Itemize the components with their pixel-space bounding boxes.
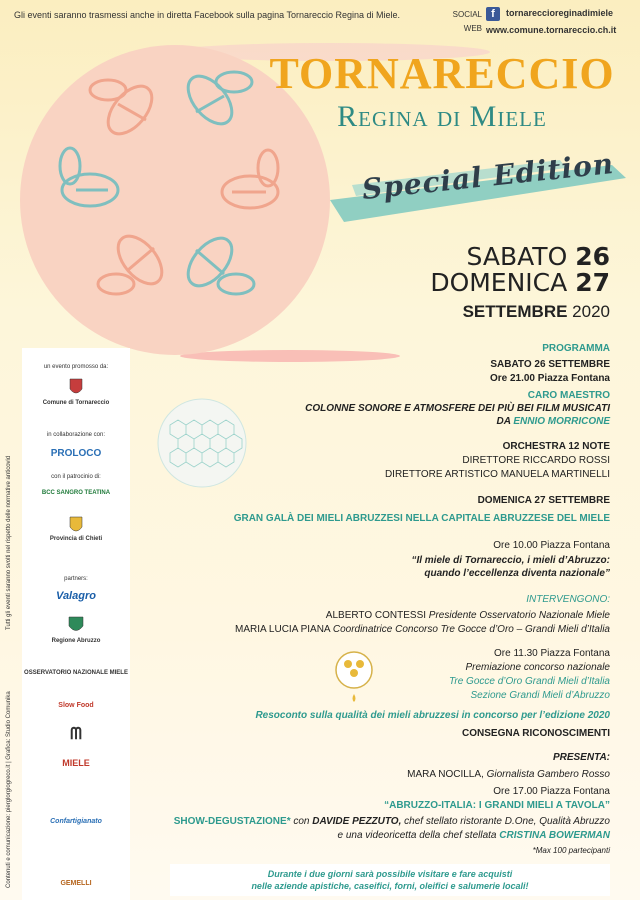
date-month: SETTEMBRE 2020 bbox=[462, 302, 610, 321]
tre-gocce: Tre Gocce d’Oro Grandi Mieli d’Italia bbox=[449, 676, 610, 687]
show-degustazione: SHOW-DEGUSTAZIONE* con DAVIDE PEZZUTO, chef stellato ristorante D.One, Qualità Abruzzo bbox=[173, 816, 610, 827]
collab-label: in collaborazione con: bbox=[46, 432, 106, 438]
social-label: SOCIAL WEB bbox=[452, 10, 482, 33]
slowfood-logo: Slow Food bbox=[58, 702, 94, 709]
provincia-logo: Provincia di Chieti bbox=[49, 536, 103, 542]
facebook-icon[interactable]: f bbox=[486, 7, 500, 21]
colonne-sonore: COLONNE SONORE E ATMOSFERE DEI PIÙ BEI FILM MUSICATI bbox=[305, 403, 610, 414]
quote-line2: quando l’eccellenza diventa nazionale” bbox=[424, 568, 610, 579]
broadcast-note: Gli eventi saranno trasmessi anche in diretta Facebook sulla pagina Tornareccio Regina di Miele. bbox=[14, 10, 401, 20]
osservatorio-logo: OSSERVATORIO NAZIONALE MIELE bbox=[24, 670, 128, 676]
sun-heading: DOMENICA 27 SETTEMBRE bbox=[477, 495, 610, 506]
speaker-piana: MARIA LUCIA PIANA Coordinatrice Concorso Tre Gocce d’Oro – Grandi Mieli d’Italia bbox=[235, 624, 610, 635]
intervengono: INTERVENGONO: bbox=[526, 594, 610, 605]
comune-crest-icon bbox=[22, 378, 130, 398]
event-subtitle: Regina di Miele bbox=[337, 100, 547, 133]
special-edition-label: Special Edition bbox=[360, 146, 616, 207]
max-participants: *Max 100 partecipanti bbox=[532, 846, 610, 855]
sezione: Sezione Grandi Mieli d’Abruzzo bbox=[470, 690, 610, 701]
event-title: TORNARECCIO bbox=[269, 49, 615, 98]
presenter-nocilla: MARA NOCILLA, Giornalista Gambero Rosso bbox=[407, 769, 610, 780]
gemelli-logo: GEMELLI bbox=[60, 880, 92, 887]
time-1000: Ore 10.00 Piazza Fontana bbox=[493, 540, 610, 551]
sat-heading: SABATO 26 SETTEMBRE bbox=[490, 359, 610, 370]
speaker-contessi: ALBERTO CONTESSI Presidente Osservatorio Nazionale Miele bbox=[325, 610, 610, 621]
regione-logo: Regione Abruzzo bbox=[51, 638, 101, 644]
resoconto: Resoconto sulla qualità dei mieli abruzzesi in concorso per l’edizione 2020 bbox=[255, 710, 610, 721]
sat-time: Ore 21.00 Piazza Fontana bbox=[489, 373, 610, 384]
credits-note: Contenuti e comunicazione: pierglorgiogreco.it | Grafica: Studio Comunika bbox=[6, 691, 12, 888]
footer-box bbox=[170, 864, 610, 896]
valagro-logo: Valagro bbox=[56, 590, 96, 602]
sponsor-sidebar bbox=[22, 348, 130, 900]
presenta: PRESENTA: bbox=[552, 752, 610, 763]
m-logo-icon: ᗰ bbox=[70, 726, 82, 743]
direttore: DIRETTORE RICCARDO ROSSI bbox=[462, 455, 610, 466]
consegna: CONSEGNA RICONOSCIMENTI bbox=[462, 728, 610, 739]
promosso-label: un evento promosso da: bbox=[43, 364, 109, 370]
direttore-artistico: DIRETTORE ARTISTICO MANUELA MARTINELLI bbox=[384, 469, 610, 480]
comune-logo: Comune di Tornareccio bbox=[42, 400, 110, 406]
regione-crest-icon bbox=[22, 616, 130, 636]
caro-maestro: CARO MAESTRO bbox=[527, 390, 610, 401]
partners-label: partners: bbox=[64, 576, 88, 582]
quote-line1: “Il miele di Tornareccio, i mieli d’Abruzzo: bbox=[411, 555, 610, 566]
vertical-credits bbox=[6, 455, 16, 890]
footer-line2: nelle aziende apistiche, caseifici, forni, oleifici e salumerie locali! bbox=[251, 881, 529, 891]
bcc-logo: BCC SANGRO TEATINA bbox=[41, 490, 111, 496]
facebook-link[interactable]: tornareccioreginadimiele bbox=[506, 8, 614, 18]
proloco-logo: PROLOCO bbox=[50, 448, 102, 459]
gran-gala: GRAN GALÀ DEI MIELI ABRUZZESI NELLA CAPITALE ABRUZZESE DEL MIELE bbox=[233, 513, 610, 524]
date-day2: DOMENICA 27 bbox=[430, 268, 610, 297]
program-heading: PROGRAMMA bbox=[542, 343, 610, 354]
date-day1: SABATO 26 bbox=[466, 242, 610, 271]
morricone-line: DA ENNIO MORRICONE bbox=[496, 416, 610, 427]
orchestra: ORCHESTRA 12 NOTE bbox=[502, 441, 610, 452]
website-link[interactable]: www.comune.tornareccio.ch.it bbox=[486, 25, 617, 35]
time-1130: Ore 11.30 Piazza Fontana bbox=[494, 648, 610, 659]
covid-note: Tutti gli eventi saranno svolti nel rispetto delle normative anticovid bbox=[6, 455, 12, 630]
miele-logo: MIELE bbox=[62, 758, 90, 768]
videoricetta: e una videoricetta della chef stellata CRISTINA BOWERMAN bbox=[337, 830, 610, 841]
patrocinio-label: con il patrocinio di: bbox=[51, 474, 101, 480]
footer-line1: Durante i due giorni sarà possibile visitare e fare acquisti bbox=[267, 869, 513, 879]
premiazione: Premiazione concorso nazionale bbox=[465, 662, 610, 673]
abruzzo-italia: “ABRUZZO-ITALIA: I GRANDI MIELI A TAVOLA” bbox=[384, 800, 610, 811]
provincia-crest-icon bbox=[22, 516, 130, 536]
time-1700: Ore 17.00 Piazza Fontana bbox=[493, 786, 610, 797]
confartigianato-logo: Confartigianato bbox=[50, 818, 102, 825]
